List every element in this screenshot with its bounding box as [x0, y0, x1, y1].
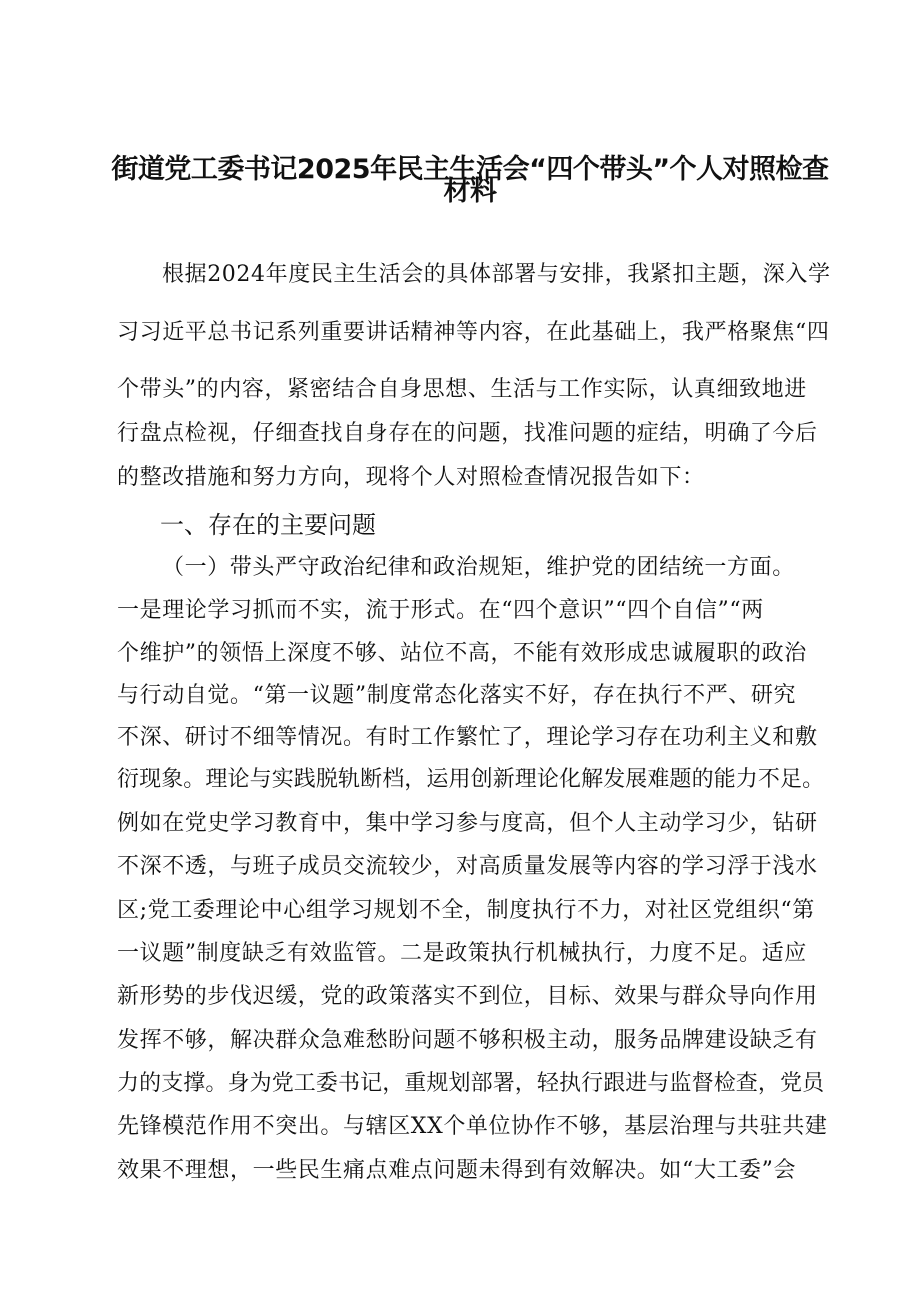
intro-line: 的整改措施和努力方向，现将个人对照检查情况报告如下：: [117, 465, 705, 490]
body-line: 力的支撑。身为党工委书记，重规划部署，轻执行跟进与监督检查，党员: [117, 1071, 825, 1096]
section-heading: 一、存在的主要问题: [160, 511, 376, 539]
intro-line: 根据2024年度民主生活会的具体部署与安排，我紧扣主题，深入学: [162, 262, 831, 287]
body-line: 衍现象。理论与实践脱轨断档，运用创新理论化解发展难题的能力不足。: [117, 767, 825, 792]
body-line: 区;党工委理论中心组学习规划不全，制度执行不力，对社区党组织“第: [117, 898, 815, 923]
body-line: 发挥不够，解决群众急难愁盼问题不够积极主动，服务品牌建设缺乏有: [117, 1028, 818, 1053]
body-line: 个维护”的领悟上深度不够、站位不高，不能有效形成忠诚履职的政治: [117, 641, 807, 666]
body-line: 先锋模范作用不突出。与辖区XX个单位协作不够，基层治理与共驻共建: [117, 1114, 828, 1139]
body-line: 一议题”制度缺乏有效监管。二是政策执行机械执行，力度不足。适应: [117, 941, 807, 966]
body-line: 一是理论学习抓而不实，流于形式。在“四个意识”“四个自信”“两: [117, 598, 764, 623]
intro-line: 行盘点检视，仔细查找自身存在的问题，找准问题的症结，明确了今后: [117, 421, 818, 446]
body-line: 不深、研讨不细等情况。有时工作繁忙了，理论学习存在功利主义和敷: [117, 725, 818, 750]
body-line: 效果不理想，一些民生痛点难点问题未得到有效解决。如“大工委”会: [117, 1158, 797, 1183]
body-line: 不深不透，与班子成员交流较少，对高质量发展等内容的学习浮于浅水: [117, 854, 818, 879]
document-title-line-1: 街道党工委书记2025年民主生活会“四个带头”个人对照检查: [111, 154, 829, 185]
body-line: 新形势的步伐迟缓，党的政策落实不到位，目标、效果与群众导向作用: [117, 984, 818, 1009]
document-title-line-2: 材料: [443, 176, 497, 207]
intro-line: 习习近平总书记系列重要讲话精神等内容，在此基础上，我严格聚焦“四: [117, 320, 830, 345]
body-line: 与行动自觉。“第一议题”制度常态化落实不好，存在执行不严、研究: [117, 683, 797, 708]
body-line: 例如在党史学习教育中，集中学习参与度高，但个人主动学习少，钻研: [117, 811, 818, 836]
intro-line: 个带头”的内容，紧密结合自身思想、生活与工作实际，认真细致地进: [117, 377, 807, 402]
body-line: （一）带头严守政治纪律和政治规矩，维护党的团结统一方面。: [162, 555, 795, 580]
